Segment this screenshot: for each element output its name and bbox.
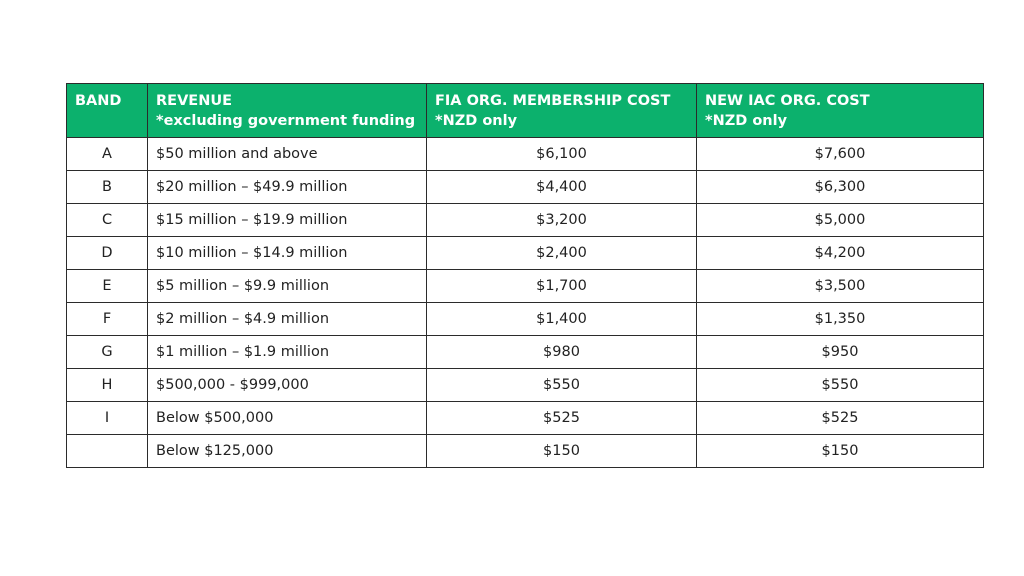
cell-iac-cost: $7,600 <box>697 138 984 171</box>
table-row <box>67 336 984 369</box>
header-iac-cost-note: *NZD only <box>705 113 788 129</box>
cell-fia-cost: $980 <box>427 336 697 369</box>
header-revenue <box>148 84 427 138</box>
cell-iac-cost: $1,350 <box>697 303 984 336</box>
cell-revenue: $500,000 - $999,000 <box>148 369 427 402</box>
table-row <box>67 171 984 204</box>
cell-iac-cost: $525 <box>697 402 984 435</box>
cell-revenue: Below $500,000 <box>148 402 427 435</box>
cell-band: H <box>67 369 148 402</box>
cell-band: E <box>67 270 148 303</box>
cell-revenue: $2 million – $4.9 million <box>148 303 427 336</box>
cell-band: B <box>67 171 148 204</box>
cell-revenue: $5 million – $9.9 million <box>148 270 427 303</box>
header-fia-cost-note: *NZD only <box>435 113 518 129</box>
header-fia-cost <box>427 84 697 138</box>
table-row <box>67 237 984 270</box>
cell-band: F <box>67 303 148 336</box>
header-iac-cost <box>697 84 984 138</box>
table-row <box>67 402 984 435</box>
table-row <box>67 435 984 468</box>
cell-revenue: Below $125,000 <box>148 435 427 468</box>
header-fia-cost-label: FIA ORG. MEMBERSHIP COST <box>435 93 671 109</box>
cell-band: G <box>67 336 148 369</box>
cell-fia-cost: $4,400 <box>427 171 697 204</box>
membership-cost-table-container <box>66 83 983 468</box>
header-band-label: BAND <box>75 93 122 109</box>
table-row <box>67 270 984 303</box>
cell-revenue: $50 million and above <box>148 138 427 171</box>
cell-iac-cost: $3,500 <box>697 270 984 303</box>
header-iac-cost-label: NEW IAC ORG. COST <box>705 93 870 109</box>
table-row <box>67 138 984 171</box>
cell-band: I <box>67 402 148 435</box>
cell-band: A <box>67 138 148 171</box>
cell-fia-cost: $3,200 <box>427 204 697 237</box>
cell-iac-cost: $950 <box>697 336 984 369</box>
cell-revenue: $1 million – $1.9 million <box>148 336 427 369</box>
header-revenue-note: *excluding government funding <box>156 113 416 129</box>
cell-revenue: $10 million – $14.9 million <box>148 237 427 270</box>
cell-iac-cost: $6,300 <box>697 171 984 204</box>
cell-band: D <box>67 237 148 270</box>
cell-band: C <box>67 204 148 237</box>
cell-revenue: $15 million – $19.9 million <box>148 204 427 237</box>
membership-cost-table <box>66 83 984 468</box>
cell-iac-cost: $550 <box>697 369 984 402</box>
table-row <box>67 204 984 237</box>
cell-revenue: $20 million – $49.9 million <box>148 171 427 204</box>
table-row <box>67 369 984 402</box>
header-band <box>67 84 148 138</box>
cell-iac-cost: $150 <box>697 435 984 468</box>
cell-iac-cost: $5,000 <box>697 204 984 237</box>
cell-band <box>67 435 148 468</box>
cell-fia-cost: $550 <box>427 369 697 402</box>
header-revenue-label: REVENUE <box>156 93 233 109</box>
table-row <box>67 303 984 336</box>
cell-fia-cost: $525 <box>427 402 697 435</box>
cell-iac-cost: $4,200 <box>697 237 984 270</box>
table-header-row <box>67 84 984 138</box>
cell-fia-cost: $1,700 <box>427 270 697 303</box>
cell-fia-cost: $2,400 <box>427 237 697 270</box>
cell-fia-cost: $150 <box>427 435 697 468</box>
cell-fia-cost: $6,100 <box>427 138 697 171</box>
cell-fia-cost: $1,400 <box>427 303 697 336</box>
